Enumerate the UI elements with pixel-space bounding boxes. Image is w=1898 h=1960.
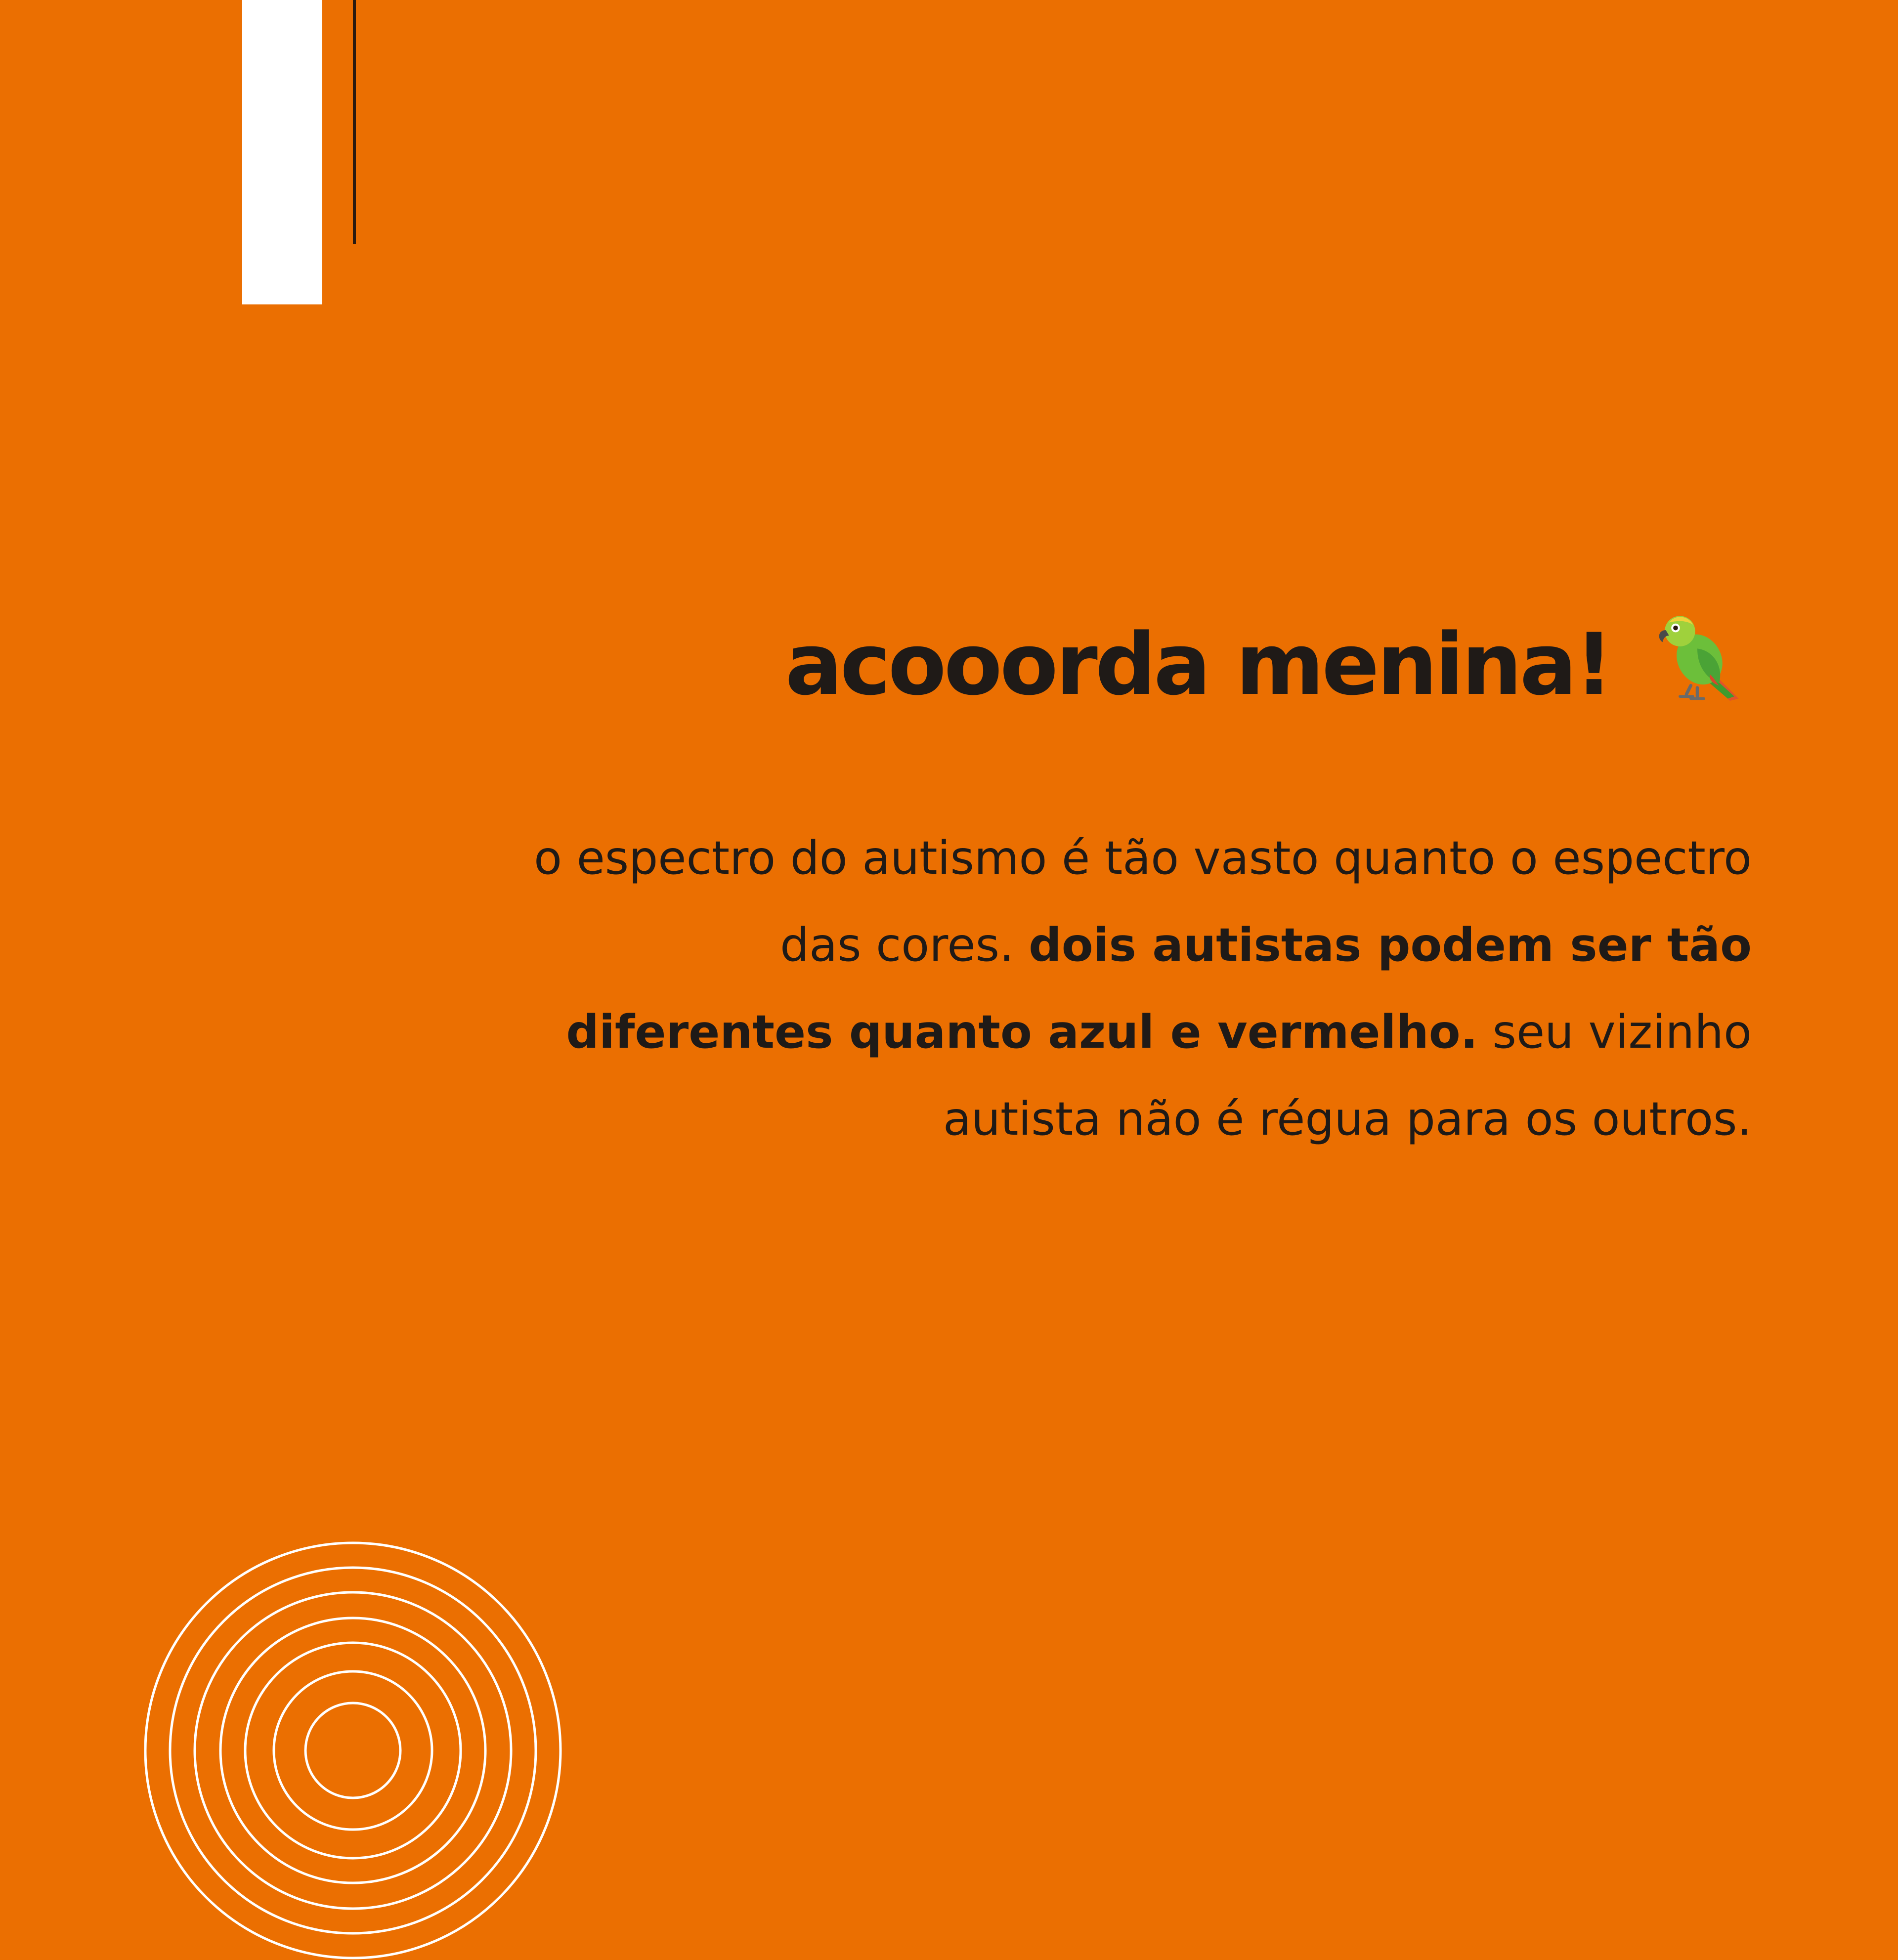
text-block [516, 603, 1752, 1162]
headline-text: acooorda menina! [785, 615, 1611, 714]
decorative-white-bar [242, 0, 322, 304]
parrot-icon [1643, 603, 1752, 712]
concentric-circles-icon [143, 1541, 562, 1960]
body-paragraph [516, 814, 1752, 1162]
headline [516, 603, 1752, 716]
body-text-part1: o espectro do autismo é tão vasto quanto o espectro das cores. [534, 831, 1752, 972]
decorative-vertical-line [353, 0, 356, 244]
body-text-part2: seu vizinho autista não é régua para os outros. [943, 1005, 1752, 1146]
body-text-emphasis: dois autistas podem ser tão diferentes quanto azul e vermelho. [566, 918, 1752, 1059]
